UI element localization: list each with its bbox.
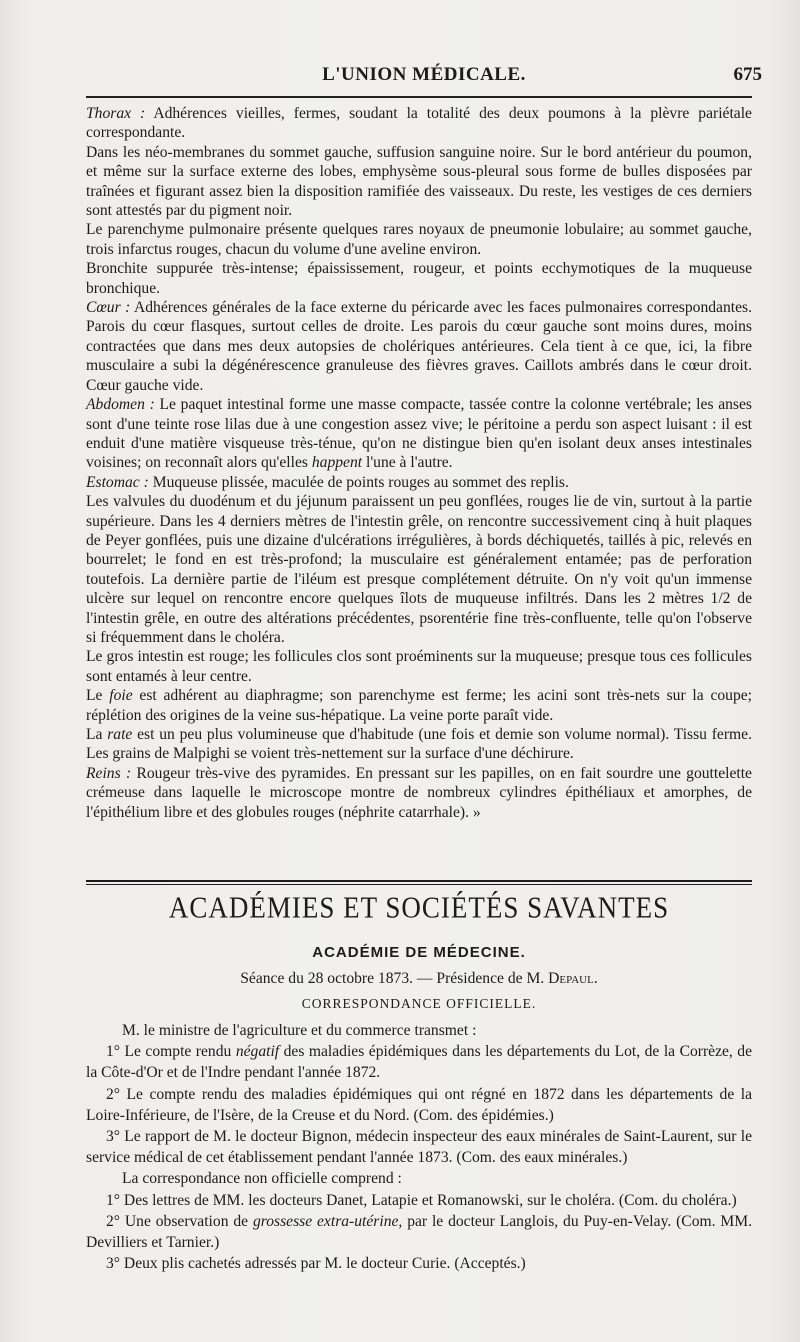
reins-text: Rougeur très-vive des pyramides. En pressant sur les papilles, on en fait sourdre une gouttelette crémeuse dans laquelle le microscope montre de nombreux cylindres épithéliaux et amorphes, de l'épithélium libre et des globules rouges (néphrite catarrhale). » [86, 764, 752, 821]
thorax-text: Adhérences vieilles, fermes, soudant la totalité des deux poumons à la plèvre pariétale correspondante. [86, 105, 752, 142]
paragraph-bronchite: Bronchite suppurée très-intense; épaississement, rougeur, et points ecchymotiques de la muqueuse bronchique. [86, 260, 752, 297]
estomac-label: Estomac : [86, 473, 149, 491]
abdomen-label: Abdomen : [86, 396, 155, 414]
paragraph-reins [86, 764, 752, 822]
official-item-3: 3° Le rapport de M. le docteur Bignon, médecin inspecteur des eaux minérales de Saint-Laurent, sur le service médical de cet établissement pendant l'année 1873. (Com. des eaux minérales.) [86, 1128, 752, 1167]
foie-text: est adhérent au diaphragme; son parenchyme est ferme; les acini sont très-nets sur la coupe; réplétion des origines de la veine sus-hépatique. La veine porte paraît vide. [86, 687, 753, 724]
paragraph-rate [86, 725, 752, 764]
session-president: Depaul [548, 970, 594, 987]
coeur-text: Adhérences générales de la face externe du péricarde avec les faces pulmonaires correspondantes. Parois du cœur flasques, surtout celles de droite. Les parois du cœur gauche sont moins dures, moins contractées que dans mes deux autopsies de cholériques antérieures. Cela tient à ce que, ici, la fibre musculaire a subi la dégénérescence granuleuse des fièvres graves. Caillots ambrés dans le cœur droit. Cœur gauche vide. [86, 299, 752, 394]
paragraph-coeur [86, 298, 752, 395]
nitem2-text: par le docteur Langlois, du Puy-en-Velay. (Com. MM. Devilliers et Tarnier.) [86, 1212, 753, 1252]
paragraph-non-officielle: La correspondance non officielle comprend : [122, 1170, 402, 1188]
session-line [86, 970, 752, 988]
paragraph-ministre: M. le ministre de l'agriculture et du commerce transmet : [122, 1022, 477, 1039]
section-title: ACADÉMIES ET SOCIÉTÉS SAVANTES [168, 889, 670, 925]
abdomen-text-end: l'une à l'autre. [366, 454, 453, 472]
paragraph-neo-membranes: Dans les néo-membranes du sommet gauche, suffusion sanguine noire. Sur le bord antérieur du poumon, et même sur la surface externe des lobes, emphysème sous-pleural sous forme de bulles disposées par traînées et figurant assez bien la disposition ramifiée des vaisseaux. Du reste, les vestiges de ces derniers sont attestés par du pigment noir. [86, 143, 752, 220]
reins-label: Reins : [86, 764, 132, 782]
section-subtitle: ACADÉMIE DE MÉDECINE. [312, 944, 526, 961]
rate-text: est un peu plus volumineuse que d'habitude (une fois et demie son volume normal). Tissu ferme. Les grains de Malpighi se voient très-nettement sur la surface d'une déchirure. [86, 726, 752, 763]
section-divider [86, 880, 752, 885]
paragraph-abdomen [86, 395, 752, 473]
page-number: 675 [733, 64, 762, 85]
foie-emphasis: foie [109, 687, 133, 705]
nitem2-emphasis: grossesse extra-utérine, [252, 1212, 403, 1230]
session-end: . [593, 970, 598, 987]
running-head [86, 64, 762, 90]
official-item-2: 2° Le compte rendu des maladies épidémiques qui ont régné en 1872 dans les départements de la Loire-Inférieure, de l'Isère, de la Creuse et du Nord. (Com. des épidémies.) [86, 1085, 752, 1124]
session-text: Séance du 28 octobre 1873. — Présidence de M. [240, 970, 545, 987]
correspondence-heading: CORRESPONDANCE OFFICIELLE. [301, 996, 537, 1011]
rate-emphasis: rate [107, 726, 133, 743]
foie-text-start: Le [86, 687, 103, 705]
unofficial-item-3: 3° Deux plis cachetés adressés par M. le docteur Curie. (Acceptés.) [106, 1255, 526, 1273]
rate-text-start: La [86, 726, 103, 743]
thorax-label: Thorax : [86, 105, 146, 122]
abdomen-text: Le paquet intestinal forme une masse compacte, tassée contre la colonne vertébrale; les anses sont d'une teinte rose lilas due à une congestion assez vive; le péritoine a perdu son aspect luisant : il est enduit d'une matière visqueuse très-ténue, qu'on ne distingue bien qu'en isolant deux anses intestinales voisines; on reconnaît alors qu'elles [86, 396, 752, 472]
item1-text: des maladies épidémiques dans les départements du Lot, de la Corrèze, de la Côte-d'Or et de l'Indre pendant l'année 1872. [86, 1043, 753, 1082]
paragraph-thorax [86, 104, 752, 143]
estomac-text: Muqueuse plissée, maculée de points rouges au sommet des replis. [152, 473, 569, 491]
unofficial-item-2 [86, 1211, 752, 1253]
running-title: L'UNION MÉDICALE. [322, 64, 526, 85]
paragraph-parenchyme: Le parenchyme pulmonaire présente quelques rares noyaux de pneumonie lobulaire; au sommet gauche, trois infarctus rouges, chacun du volume d'une aveline environ. [86, 221, 752, 258]
paragraph-valvules: Les valvules du duodénum et du jéjunum paraissent un peu gonflées, rouges lie de vin, surtout à la partie supérieure. Dans les 4 derniers mètres de l'intestin grêle, on rencontre successivement cinq à huit plaques de Peyer gonflées, puis une dizaine d'ulcérations irrégulières, à bords déchiquetés, taillés à pic, relevés en bourrelet; le fond en est très-profond; la musculaire est généralement entamée; pas de perforation toutefois. La dernière partie de l'iléum est presque complétement détruite. On n'y voit qu'un immense ulcère sur lequel on rencontre encore quelques îlots de muqueuse infiltrés. Dans les 2 mètres 1/2 de l'intestin grêle, en outre des altérations précédentes, psorentérie fine très-confluente, telle qu'on l'observe si fréquemment dans le choléra. [86, 493, 752, 646]
header-rule [86, 96, 752, 98]
item1-emphasis: négatif [235, 1043, 280, 1061]
item1-text-start: 1° Le compte rendu [106, 1043, 232, 1061]
correspondence-text [86, 1020, 752, 1274]
paragraph-estomac [86, 473, 752, 492]
paragraph-gros-intestin: Le gros intestin est rouge; les follicules clos sont proéminents sur la muqueuse; presque tous ces follicules sont entamés à leur centre. [86, 648, 752, 685]
divider-thick-line [86, 880, 752, 882]
coeur-label: Cœur : [86, 299, 131, 317]
paragraph-foie [86, 686, 752, 725]
abdomen-emphasis: happent [311, 454, 363, 472]
official-item-1 [86, 1041, 752, 1083]
unofficial-item-1: 1° Des lettres de MM. les docteurs Danet, Latapie et Romanowski, sur le choléra. (Com. du choléra.) [106, 1191, 737, 1209]
nitem2-text-start: 2° Une observation de [106, 1212, 249, 1230]
autopsy-text [86, 104, 752, 822]
divider-thin-line [86, 884, 752, 885]
